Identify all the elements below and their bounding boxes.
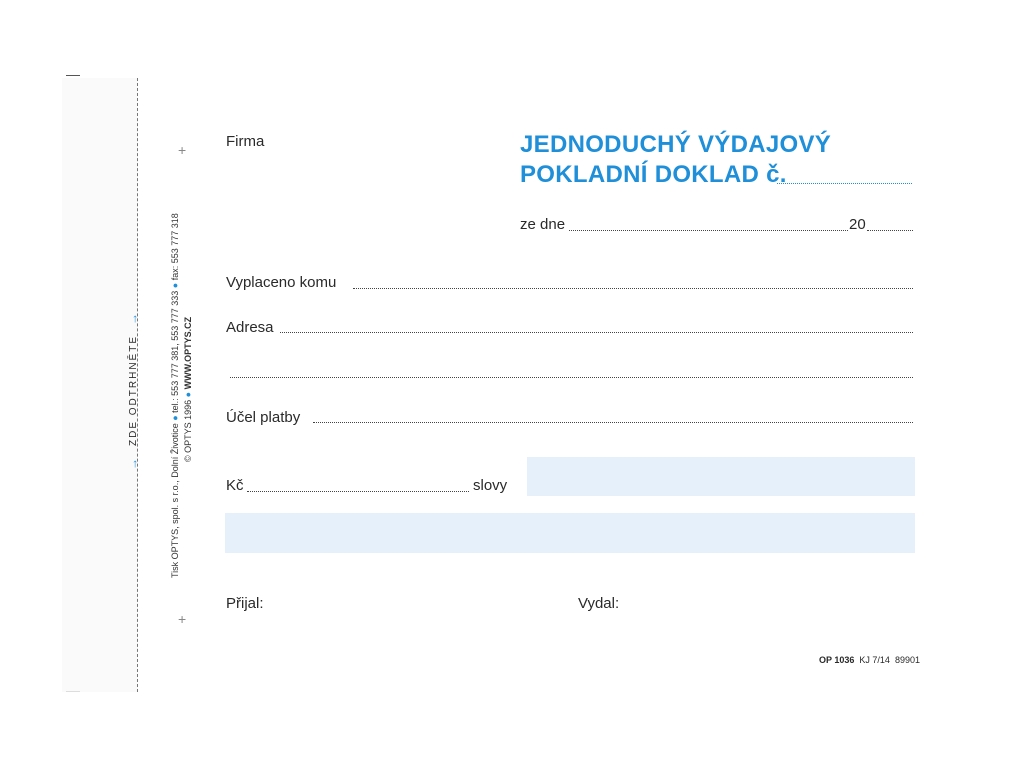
- purpose-field[interactable]: [313, 422, 913, 423]
- title-line-1: JEDNODUCHÝ VÝDAJOVÝ: [520, 131, 832, 158]
- tear-here-text: ZDE ODTRHNĚTE: [127, 335, 139, 446]
- form-code: [819, 655, 920, 665]
- printer-name: Tisk OPTYS, spol. s r.o., Dolní Životice: [170, 423, 180, 578]
- address-field-line-2[interactable]: [230, 377, 913, 378]
- bullet-icon: ●: [183, 389, 193, 398]
- issued-by-label: Vydal:: [578, 595, 620, 612]
- date-field[interactable]: [569, 230, 848, 231]
- address-field[interactable]: [280, 332, 913, 333]
- title-line-2: POKLADNÍ DOKLAD č.: [520, 161, 787, 188]
- website-text: WWW.OPTYS.CZ: [183, 316, 193, 390]
- printer-copyright: [183, 317, 193, 462]
- registration-cross-icon: +: [178, 142, 187, 158]
- stub-corner-mark: [66, 691, 80, 692]
- form-code-number: OP 1036: [819, 655, 855, 665]
- purpose-label: Účel platby: [226, 409, 301, 426]
- tear-here-label: [127, 170, 139, 470]
- address-label: Adresa: [226, 319, 274, 336]
- arrow-right-icon: →: [126, 456, 140, 470]
- amount-field[interactable]: [247, 491, 469, 492]
- printer-phone: tel.: 553 777 381, 553 777 333: [170, 290, 180, 413]
- bullet-icon: ●: [170, 280, 180, 289]
- form-code-kj: KJ 7/14: [859, 655, 890, 665]
- received-by-label: Přijal:: [226, 595, 264, 612]
- document-number-field[interactable]: [777, 183, 912, 184]
- firma-label: Firma: [226, 133, 265, 150]
- form-code-serial: 89901: [894, 655, 920, 665]
- paid-to-field[interactable]: [353, 288, 913, 289]
- printer-imprint: [170, 213, 180, 578]
- words-field[interactable]: [527, 457, 915, 496]
- words-label: slovy: [473, 477, 508, 494]
- stub-corner-mark: [66, 75, 80, 76]
- amount-label: Kč: [226, 477, 244, 494]
- bullet-icon: ●: [170, 412, 180, 421]
- paid-to-label: Vyplaceno komu: [226, 274, 337, 291]
- printer-fax: fax: 553 777 318: [170, 213, 180, 281]
- arrow-right-icon: →: [126, 311, 140, 325]
- year-prefix: 20: [849, 216, 866, 233]
- document-title: [520, 130, 831, 190]
- year-field[interactable]: [867, 230, 913, 231]
- date-label: ze dne: [520, 216, 566, 233]
- copyright-text: © OPTYS 1996: [183, 399, 193, 462]
- registration-cross-icon: +: [178, 611, 187, 627]
- words-field-line-2[interactable]: [225, 513, 915, 553]
